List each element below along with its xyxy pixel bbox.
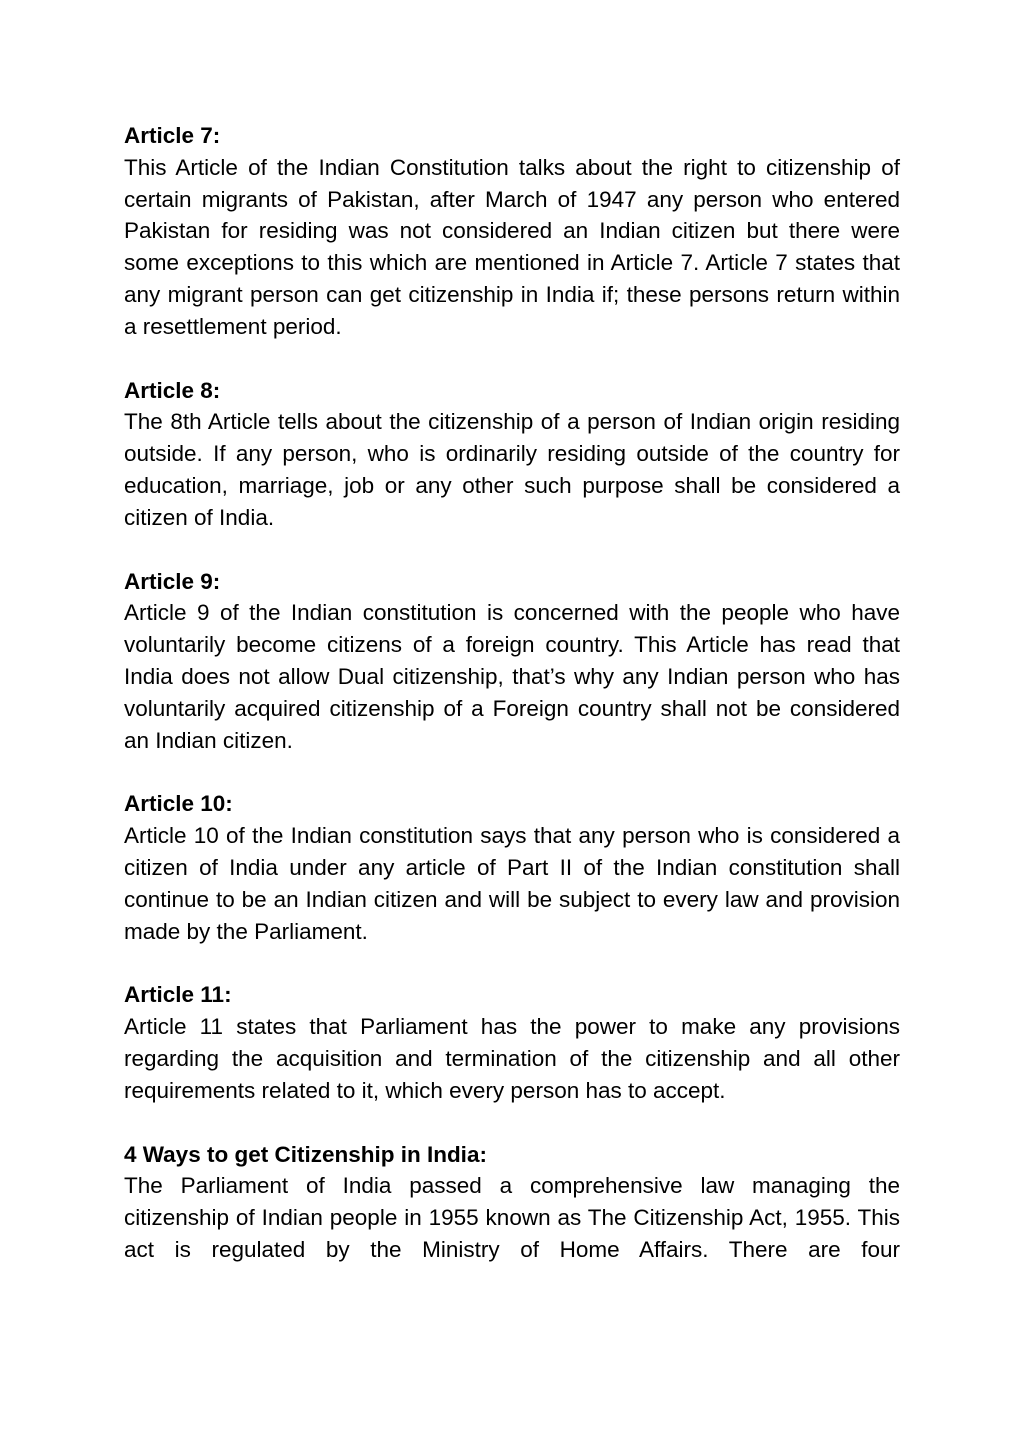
- section-article-11: [124, 979, 900, 1106]
- section-heading: Article 10:: [124, 791, 233, 817]
- section-heading: Article 11:: [124, 982, 232, 1008]
- section-article-7: [124, 120, 900, 343]
- section-body: Article 11 states that Parliament has the power to make any provisions regarding the acquisition and termination of the citizenship and all other requirements related to it, which every person has to accept.: [124, 1014, 900, 1103]
- section-body: Article 10 of the Indian constitution says that any person who is considered a citizen of India under any article of Part II of the Indian constitution shall continue to be an Indian citizen and will be subject to every law and provision made by the Parliament.: [124, 823, 900, 944]
- document-page: [124, 120, 900, 1298]
- section-article-9: [124, 566, 900, 757]
- section-heading: Article 9:: [124, 568, 221, 594]
- section-heading: 4 Ways to get Citizenship in India:: [124, 1141, 487, 1167]
- section-body: The 8th Article tells about the citizenship of a person of Indian origin residing outside. If any person, who is ordinarily residing outside of the country for education, marriage, job or any other such purpose shall be considered a citizen of India.: [124, 409, 900, 530]
- section-ways-to-get-citizenship: [124, 1139, 900, 1266]
- section-heading: Article 8:: [124, 377, 221, 403]
- section-article-8: [124, 375, 900, 534]
- section-body: Article 9 of the Indian constitution is concerned with the people who have voluntarily become citizens of a foreign country. This Article has read that India does not allow Dual citizenship, that’s why any Indian person who has voluntarily acquired citizenship of a Foreign country shall not be considered an Indian citizen.: [124, 600, 900, 753]
- section-body: This Article of the Indian Constitution talks about the right to citizenship of certain migrants of Pakistan, after March of 1947 any person who entered Pakistan for residing was not considered an Indian citizen but there were some exceptions to this which are mentioned in Article 7. Article 7 states that any migrant person can get citizenship in India if; these persons return within a resettlement period.: [124, 154, 900, 339]
- section-body: The Parliament of India passed a comprehensive law managing the citizenship of Indian people in 1955 known as The Citizenship Act, 1955. This act is regulated by the Ministry of Home Affairs. There are four: [124, 1173, 900, 1262]
- section-heading: Article 7:: [124, 123, 221, 148]
- section-article-10: [124, 788, 900, 947]
